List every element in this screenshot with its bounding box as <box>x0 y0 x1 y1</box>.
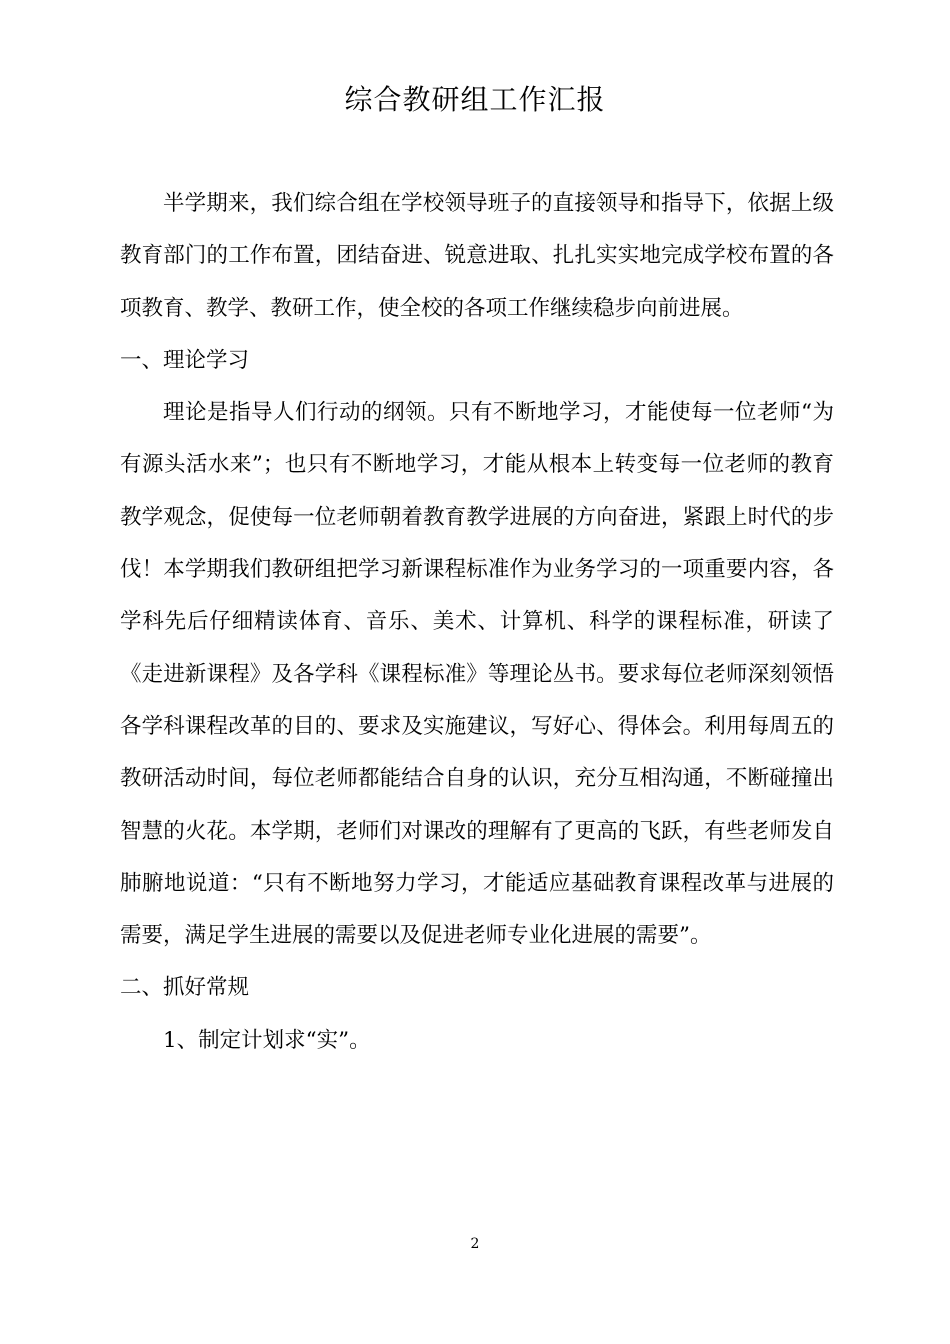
document-body <box>120 178 834 1067</box>
intro-paragraph: 半学期来，我们综合组在学校领导班子的直接领导和指导下，依据上级教育部门的工作布置，团结奋进、锐意进取、扎扎实实地完成学校布置的各项教育、教学、教研工作，使全校的各项工作继续稳步向前进展。 <box>120 191 834 321</box>
section-heading-routine-work: 二、抓好常规 <box>120 975 250 1001</box>
subsection-heading-plan: 1、制定计划求“实”。 <box>163 1027 371 1053</box>
page-title: 综合教研组工作汇报 <box>344 83 606 116</box>
theory-study-paragraph: 理论是指导人们行动的纲领。只有不断地学习，才能使每一位老师“为有源头活水来”；也只有不断地学习，才能从根本上转变每一位老师的教育教学观念，促使每一位老师朝着教育教学进展的方向奋进，紧跟上时代的步伐！本学期我们教研组把学习新课程标准作为业务学习的一项重要内容，各学科先后仔细精读体育、音乐、美术、计算机、科学的课程标准，研读了《走进新课程》及各学科《课程标准》等理论丛书。要求每位老师深刻领悟各学科课程改革的目的、要求及实施建议，写好心、得体会。利用每周五的教研活动时间，每位老师都能结合自身的认识，充分互相沟通，不断碰撞出智慧的火花。本学期，老师们对课改的理解有了更高的飞跃，有些老师发自肺腑地说道：“只有不断地努力学习，才能适应基础教育课程改革与进展的需要，满足学生进展的需要以及促进老师专业化进展的需要”。 <box>120 400 834 949</box>
page-number: 2 <box>470 1236 480 1252</box>
section-heading-theory-study: 一、理论学习 <box>120 347 250 373</box>
